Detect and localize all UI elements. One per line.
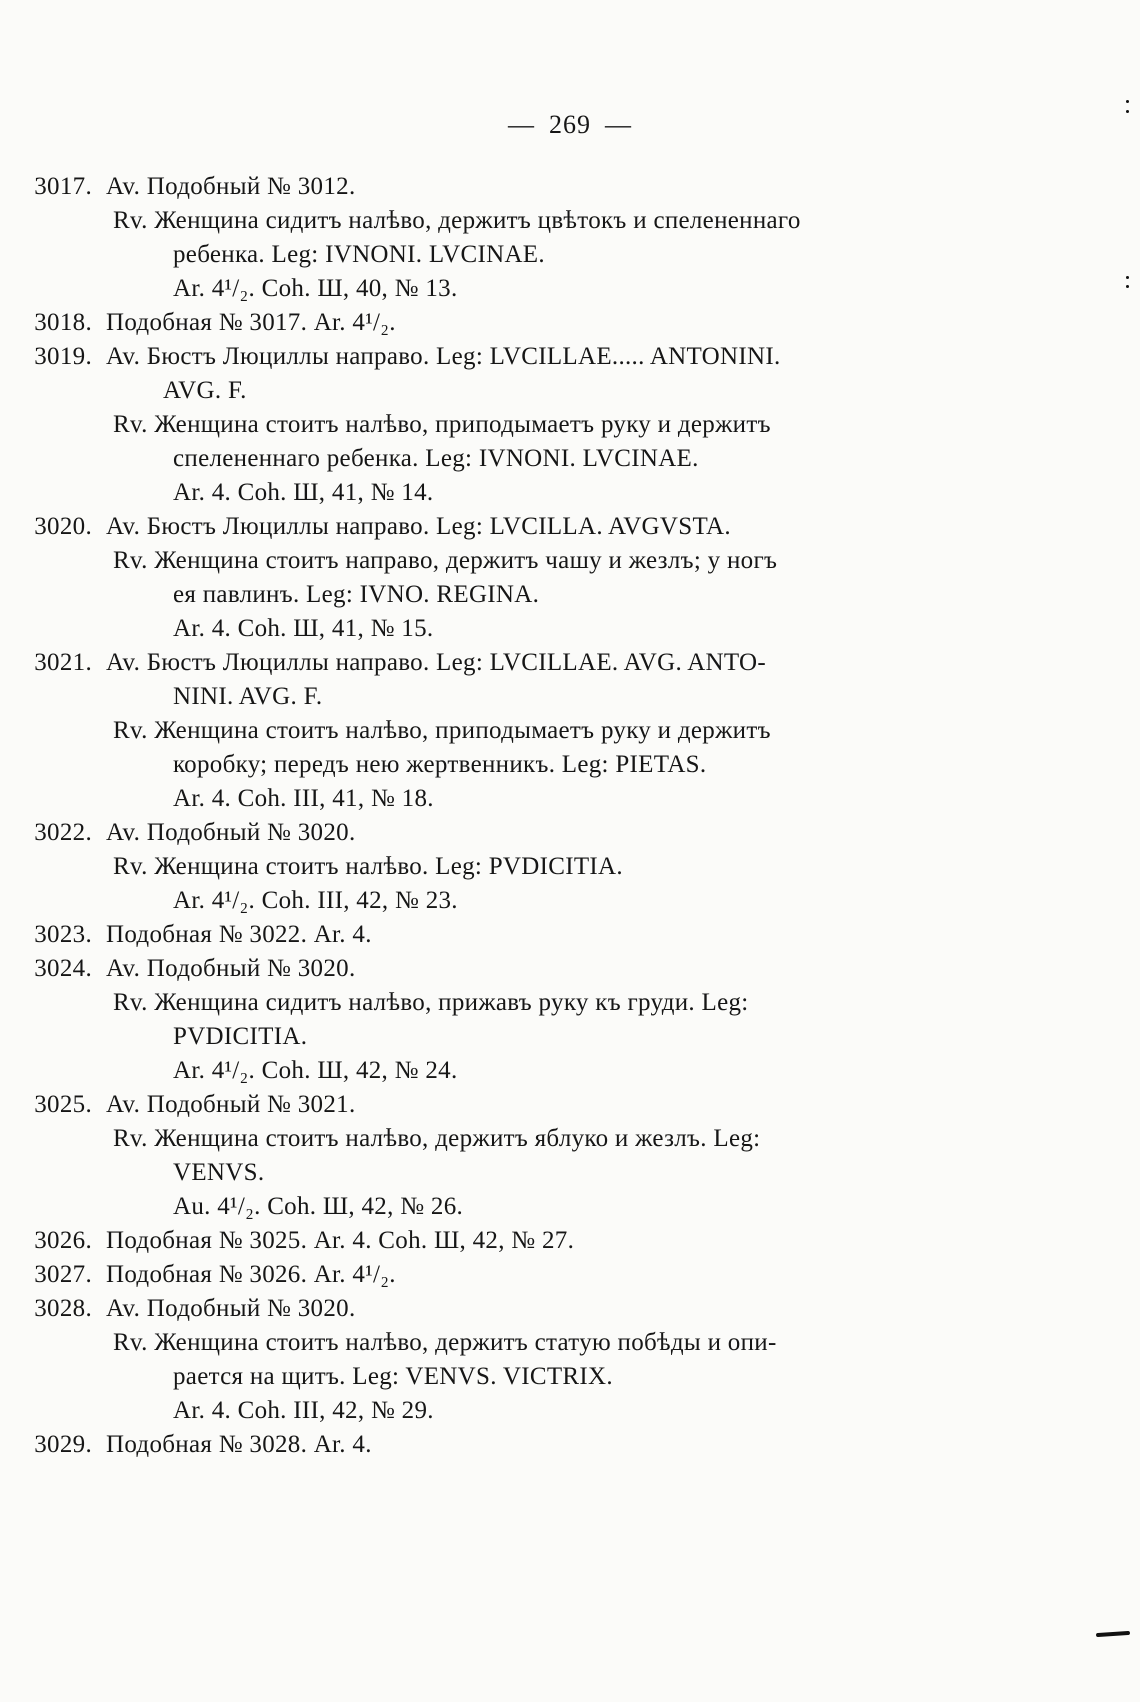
entry-3022-reverse: Rv. Женщина стоитъ налѣво. Leg: PVDICITIA.	[113, 853, 623, 880]
entry-number: 3017.	[34, 173, 92, 200]
entry-3017-reverse-cont: ребенка. Leg: IVNONI. LVCINAE.	[173, 241, 545, 268]
entry-3026: 3026. Подобная № 3025. Ar. 4. Coh. Ш, 42, № 27.	[0, 1224, 574, 1258]
scan-speck	[1126, 110, 1129, 113]
entry-number: 3029.	[34, 1431, 92, 1458]
entry-3017-reverse: Rv. Женщина сидитъ налѣво, держитъ цвѣтокъ и спелененнаго	[113, 207, 801, 234]
entry-number: 3027.	[34, 1261, 92, 1288]
entry-number: 3026.	[34, 1227, 92, 1254]
entry-3028-reverse: Rv. Женщина стоитъ налѣво, держитъ статую побѣды и опи-	[113, 1329, 777, 1356]
entry-3022-reference: Ar. 4¹/₂. Coh. III, 42, № 23.	[173, 887, 458, 914]
entry-3024-obverse: 3024. Av. Подобный № 3020.	[0, 952, 356, 986]
entry-3019-obverse-cont: AVG. F.	[163, 377, 247, 404]
entry-3020-reverse: Rv. Женщина стоитъ направо, держитъ чашу и жезлъ; у ногъ	[113, 547, 778, 574]
entry-3028-obverse: 3028. Av. Подобный № 3020.	[0, 1292, 356, 1326]
entry-3019-reverse-cont: спелененнаго ребенка. Leg: IVNONI. LVCINAE.	[173, 445, 699, 472]
entry-3025-reverse: Rv. Женщина стоитъ налѣво, держитъ яблуко и жезлъ. Leg:	[113, 1125, 761, 1152]
entry-3025-obverse: 3025. Av. Подобный № 3021.	[0, 1088, 356, 1122]
entry-3027: 3027. Подобная № 3026. Ar. 4¹/₂.	[0, 1258, 396, 1292]
entry-3019-reverse: Rv. Женщина стоитъ налѣво, приподымаетъ руку и держитъ	[113, 411, 771, 438]
entry-3020-obverse: 3020. Av. Бюстъ Люциллы направо. Leg: LVCILLA. AVGVSTA.	[0, 510, 731, 544]
entry-number: 3028.	[34, 1295, 92, 1322]
entry-3021-reference: Ar. 4. Coh. III, 41, № 18.	[173, 785, 434, 812]
entry-3019-obverse: 3019. Av. Бюстъ Люциллы направо. Leg: LVCILLAE..... ANTONINI.	[0, 340, 781, 374]
page-number-dash-left: —	[508, 110, 535, 139]
entry-3025-reverse-cont: VENVS.	[173, 1159, 265, 1186]
entry-3021-reverse: Rv. Женщина стоитъ налѣво, приподымаетъ руку и держитъ	[113, 717, 771, 744]
scan-speck	[1126, 100, 1129, 103]
scan-speck	[1126, 276, 1129, 279]
entry-3028-reference: Ar. 4. Coh. III, 42, № 29.	[173, 1397, 434, 1424]
entry-number: 3025.	[34, 1091, 92, 1118]
entry-3029: 3029. Подобная № 3028. Ar. 4.	[0, 1428, 372, 1462]
entry-3018: 3018. Подобная № 3017. Ar. 4¹/₂.	[0, 306, 396, 340]
entry-3023: 3023. Подобная № 3022. Ar. 4.	[0, 918, 372, 952]
entry-3019-reference: Ar. 4. Coh. Ш, 41, № 14.	[173, 479, 434, 506]
entry-3021-reverse-cont: коробку; передъ нею жертвенникъ. Leg: PIETAS.	[173, 751, 707, 778]
entry-number: 3022.	[34, 819, 92, 846]
entry-number: 3023.	[34, 921, 92, 948]
entry-3022-obverse: 3022. Av. Подобный № 3020.	[0, 816, 356, 850]
entry-number: 3021.	[34, 649, 92, 676]
entry-number: 3020.	[34, 513, 92, 540]
entry-3017-reference: Ar. 4¹/₂. Coh. Ш, 40, № 13.	[173, 275, 458, 302]
entry-3017-obverse: 3017. Av. Подобный № 3012.	[0, 170, 356, 204]
entry-3024-reference: Ar. 4¹/₂. Coh. Ш, 42, № 24.	[173, 1057, 458, 1084]
entry-3028-reverse-cont: рается на щитъ. Leg: VENVS. VICTRIX.	[173, 1363, 613, 1390]
entry-number: 3019.	[34, 343, 92, 370]
entry-number: 3024.	[34, 955, 92, 982]
page-number	[0, 110, 1140, 140]
page-number-value: 269	[549, 110, 591, 139]
entry-3021-obverse-cont: NINI. AVG. F.	[173, 683, 323, 710]
entry-3021-obverse: 3021. Av. Бюстъ Люциллы направо. Leg: LVCILLAE. AVG. ANTO-	[0, 646, 766, 680]
entry-3024-reverse-cont: PVDICITIA.	[173, 1023, 308, 1050]
entry-number: 3018.	[34, 309, 92, 336]
entry-3024-reverse: Rv. Женщина сидитъ налѣво, прижавъ руку къ груди. Leg:	[113, 989, 749, 1016]
scan-speck	[1126, 285, 1129, 288]
scan-smudge	[1096, 1631, 1130, 1637]
entry-3020-reference: Ar. 4. Coh. Ш, 41, № 15.	[173, 615, 434, 642]
entry-3020-reverse-cont: ея павлинъ. Leg: IVNO. REGINA.	[173, 581, 540, 608]
page-number-dash-right: —	[605, 110, 632, 139]
entry-3025-reference: Au. 4¹/₂. Coh. Ш, 42, № 26.	[173, 1193, 464, 1220]
